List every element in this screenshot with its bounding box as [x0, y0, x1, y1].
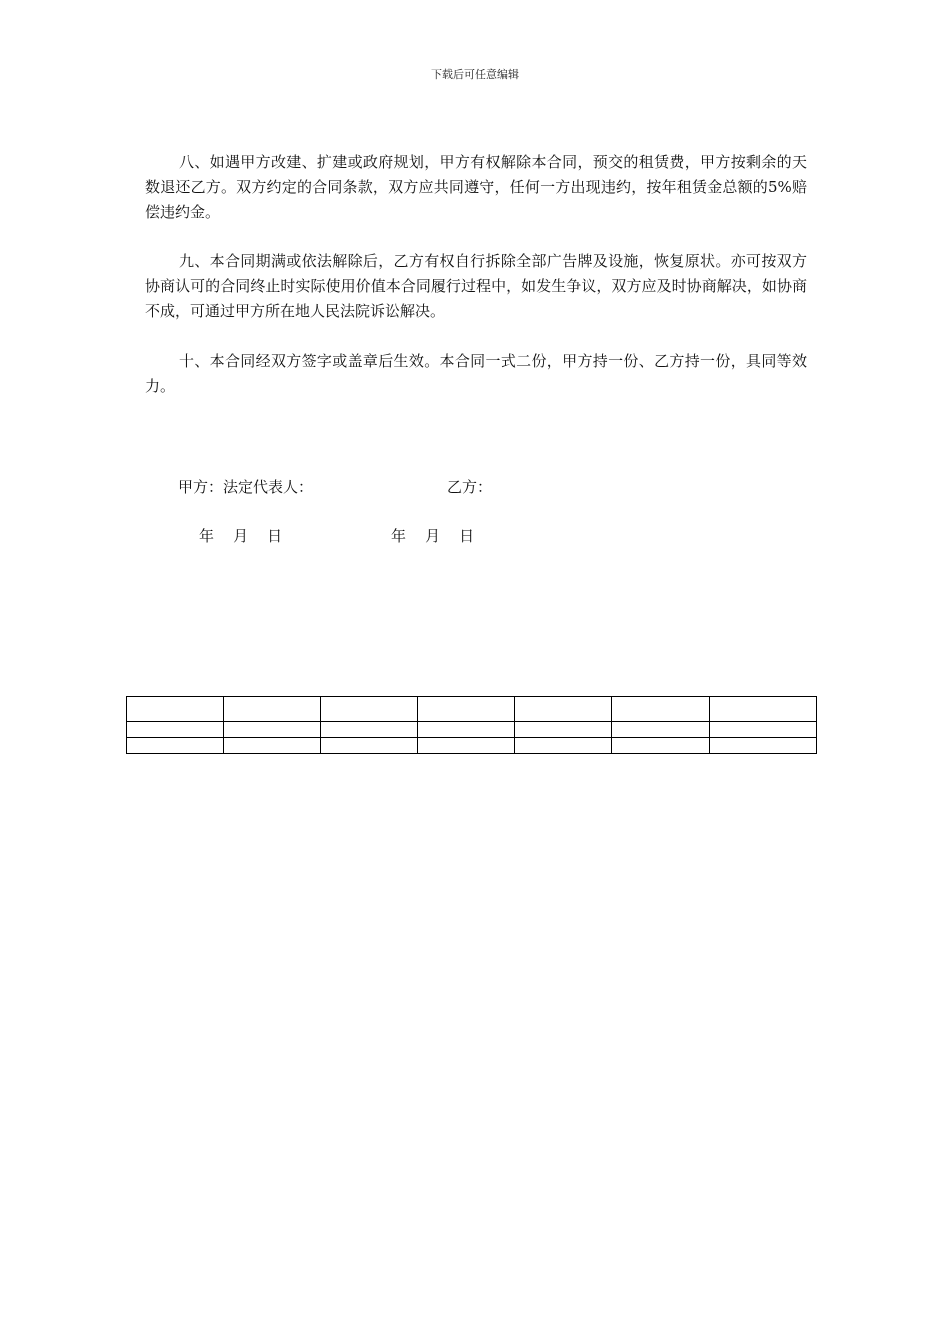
table-cell	[127, 722, 224, 738]
clause-9: 九、本合同期满或依法解除后，乙方有权自行拆除全部广告牌及设施，恢复原状。亦可按双方协商认可的合同终止时实际使用价值本合同履行过程中，如发生争议，双方应及时协商解决，如协商不成，可通过甲方所在地人民法院诉讼解决。	[145, 252, 807, 320]
table-cell	[418, 697, 515, 722]
table-cell	[224, 738, 321, 754]
table-cell	[224, 697, 321, 722]
party-a-date-line: 年 月 日	[199, 527, 283, 545]
table-cell	[418, 738, 515, 754]
party-b-signature-label: 乙方：	[447, 478, 493, 496]
table-cell	[612, 697, 710, 722]
table-cell	[515, 738, 612, 754]
table-row	[127, 697, 817, 722]
table-cell	[321, 722, 418, 738]
table-cell	[710, 722, 817, 738]
table-cell	[224, 722, 321, 738]
table-cell	[612, 738, 710, 754]
table-cell	[127, 738, 224, 754]
party-b-date-line: 年 月 日	[391, 527, 475, 545]
page-header-note: 下载后可任意编辑	[431, 68, 519, 81]
table-cell	[418, 722, 515, 738]
table-cell	[321, 738, 418, 754]
clause-10: 十、本合同经双方签字或盖章后生效。本合同一式二份，甲方持一份、乙方持一份，具同等效力。	[145, 352, 807, 395]
table-cell	[321, 697, 418, 722]
party-a-signature-label: 甲方：法定代表人：	[178, 478, 314, 496]
table-cell	[612, 722, 710, 738]
table-row	[127, 738, 817, 754]
table-cell	[710, 697, 817, 722]
table-cell	[127, 697, 224, 722]
table-cell	[710, 738, 817, 754]
blank-table	[126, 696, 817, 754]
clause-8: 八、如遇甲方改建、扩建或政府规划，甲方有权解除本合同，预交的租赁费，甲方按剩余的天数退还乙方。双方约定的合同条款，双方应共同遵守，任何一方出现违约，按年租赁金总额的5%赔偿违约金。	[145, 153, 807, 221]
table-cell	[515, 697, 612, 722]
table-row	[127, 722, 817, 738]
table-cell	[515, 722, 612, 738]
